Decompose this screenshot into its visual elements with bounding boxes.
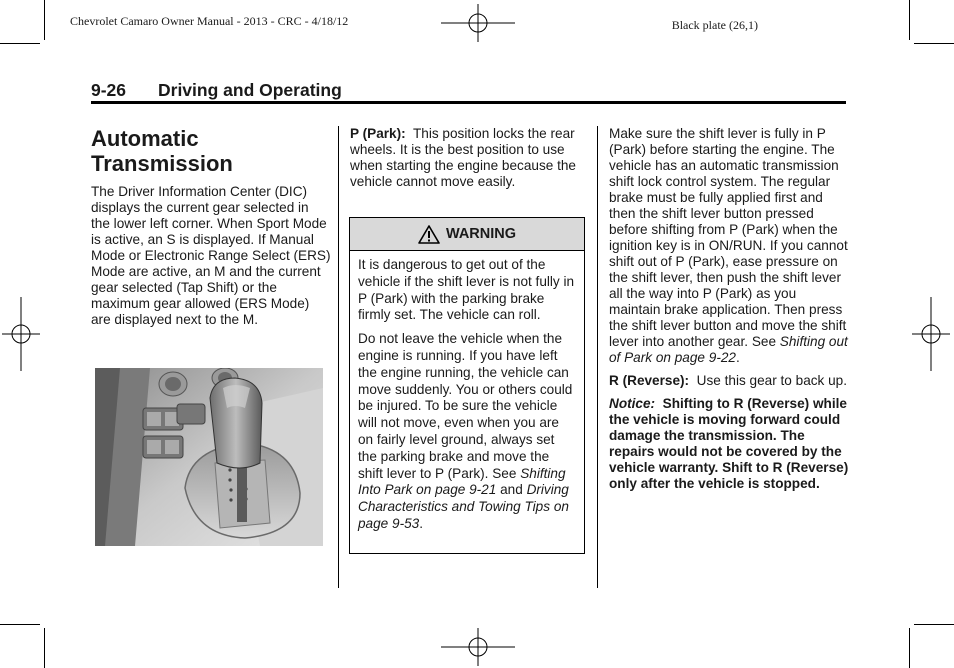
cross-reference-link[interactable]: Shifting out of Park on page 9-22 bbox=[609, 334, 848, 365]
crop-mark bbox=[0, 43, 40, 44]
crop-mark bbox=[44, 628, 45, 668]
crop-mark bbox=[909, 0, 910, 40]
cross-reference-link[interactable]: Shifting Into Park on page 9-21 bbox=[358, 465, 566, 498]
warning-title: WARNING bbox=[445, 225, 517, 242]
warning-body bbox=[350, 251, 584, 533]
reverse-paragraph bbox=[609, 373, 849, 389]
registration-mark-icon bbox=[441, 628, 515, 666]
warning-text: Do not leave the vehicle when the engine is running. If you have left the engine running, the vehicle can move suddenly. You or others could be injured. To be sure the vehicle will not move, even when you are on fairly level ground, always set the parking brake and move the shift lever to P (Park). bbox=[358, 331, 573, 481]
plate-info: Chevrolet Camaro Owner Manual - 2013 - CRC - 4/18/12 bbox=[70, 14, 349, 28]
page-number: 9-26 bbox=[91, 80, 127, 100]
period: . bbox=[735, 350, 740, 365]
park-text: This position locks the rear wheels. It is the best position to use when starting the engine because the vehicle cannot move easily. bbox=[350, 126, 576, 189]
crop-mark bbox=[0, 624, 40, 625]
warning-box bbox=[349, 217, 585, 554]
and-text: and bbox=[500, 482, 523, 498]
see-text: See bbox=[492, 465, 517, 481]
crop-mark bbox=[914, 43, 954, 44]
registration-mark-icon bbox=[912, 297, 950, 371]
crop-mark bbox=[44, 0, 45, 40]
section-title: Driving and Operating bbox=[158, 80, 342, 100]
column-divider bbox=[338, 126, 339, 588]
warning-paragraph-2 bbox=[358, 331, 576, 533]
cross-reference-link[interactable]: Driving Characteristics and Towing Tips on page 9-53 bbox=[358, 482, 569, 531]
registration-mark-icon bbox=[441, 4, 515, 42]
reverse-text: Use this gear to back up. bbox=[696, 373, 848, 388]
page-title: Automatic Transmission bbox=[91, 126, 233, 176]
plate-number: Black plate (26,1) bbox=[671, 18, 758, 32]
crop-mark bbox=[914, 624, 954, 625]
notice-text: Shifting to R (Reverse) while the vehicle is moving forward could damage the transmission. The repairs would not be covered by the vehicle warranty. Shift to R (Reverse) only after the vehicle is stopped. bbox=[609, 396, 849, 491]
warning-triangle-icon bbox=[418, 225, 440, 244]
park-label: P (Park): bbox=[350, 126, 406, 141]
shift-lock-text: Make sure the shift lever is fully in P (Park) before starting the engine. The vehicle has an automatic transmission shift lock control system. The regular brake must be fully applied first and then the shift lever button pressed before shifting from P (Park) when the ignition key is in ON/RUN. If you cannot shift out of P (Park), ease pressure on the shift lever, then push the shift lever all the way into P (Park) as you maintain brake application. Then press the shift lever button and move the shift lever into another gear. See bbox=[609, 126, 848, 349]
column-divider bbox=[597, 126, 598, 588]
column-1 bbox=[91, 126, 331, 335]
notice-paragraph bbox=[609, 396, 849, 492]
column-3 bbox=[609, 126, 849, 499]
shift-lever-photo bbox=[95, 368, 323, 546]
section-header bbox=[91, 80, 342, 101]
header-rule bbox=[91, 101, 846, 104]
warning-header bbox=[350, 218, 584, 251]
notice-label: Notice: bbox=[609, 396, 656, 411]
column-2 bbox=[350, 126, 588, 197]
dic-paragraph: The Driver Information Center (DIC) displays the current gear selected in the lower left corner. When Sport Mode is active, an S is displayed. If Manual Mode or Electronic Range Select (ERS) Mode are active, an M and the current gear selected (Tap Shift) or the maximum gear allowed (ERS Mode) are displayed next to the M. bbox=[91, 184, 331, 327]
shift-lock-paragraph bbox=[609, 126, 849, 366]
park-paragraph bbox=[350, 126, 588, 190]
period: . bbox=[419, 515, 424, 531]
reverse-label: R (Reverse): bbox=[609, 373, 690, 388]
warning-paragraph-1: It is dangerous to get out of the vehicle if the shift lever is not fully in P (Park) with the parking brake firmly set. The vehicle can roll. bbox=[358, 257, 575, 323]
registration-mark-icon bbox=[2, 297, 40, 371]
crop-mark bbox=[909, 628, 910, 668]
